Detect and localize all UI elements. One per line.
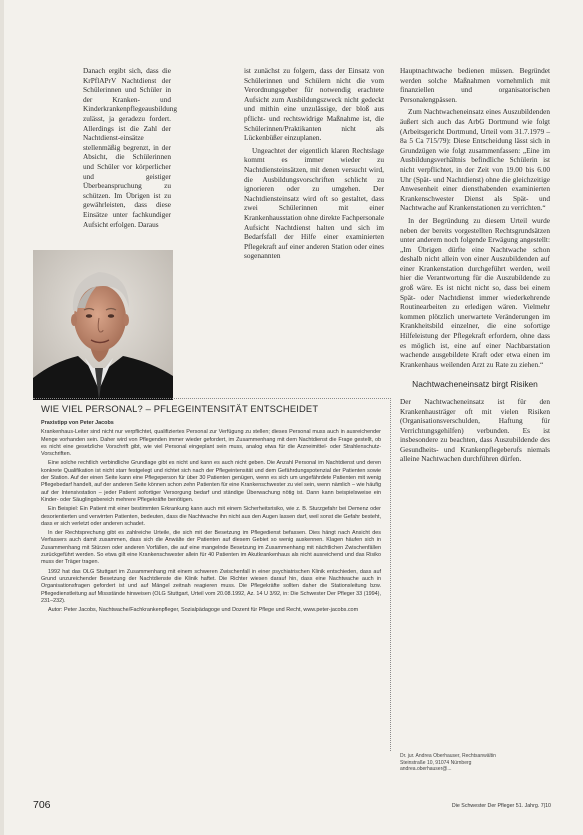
author-address: Steinstraße 10, 91074 Nürnberg xyxy=(400,759,472,766)
author-info xyxy=(400,753,550,773)
article-column-1 xyxy=(83,66,178,232)
portrait-image xyxy=(33,250,173,400)
journal-footer: Die Schwester Der Pfleger 51. Jahrg. 7|10 xyxy=(451,803,551,809)
box-title: WIE VIEL PERSONAL? – PFLEGEINTENSITÄT ENTSCHEIDET xyxy=(41,403,319,414)
box-paragraph: 1992 hat das OLG Stuttgart im Zusammenhang mit einem schweren Zwischenfall in einer psychiatrischen Klinik entschieden, dass auf Grund unzureichender Besetzung der Nachtdienste die Klinik haftet. Die Richter wiesen darauf hin, dass eine Nachtwache auch in Organisationsfragen gefordert ist und auf Mängel zeitnah reagieren muss. Die Pflegekräfte sollten daher die Stationsleitung bzw. Pflegedienstleitung auf Missstände hinweisen (OLG Stuttgart, Urteil vom 20.08.1992, Az. 14 U 3/92, in: Die Schwester Der Pfleger 33 (1994), 231–232). xyxy=(41,568,381,604)
box-paragraph: Eine solche rechtlich verbindliche Grundlage gibt es nicht und kann es auch nicht geben. Die Anzahl Personal im Nachtdienst und deren konkrete Qualifikation ist nicht starr festgelegt und richtet sich nach der Pflegeintensität und dem Gefährdungspotenzial der Patienten sowie der Station. Auf der einen Seite kann eine Pflegeperson für über 30 Patienten genügen, wenn es sich um ungefährdete Patienten mit wenig Pflegebedarf handelt, auf der anderen Seite können schon zehn Patienten für eine Krankenschwester zu viel sein, wenn nämlich – wie häufig auf der Intensivstation – jeder Patient sofortiger Versorgung bedarf und ständige Überwachung nötig ist. Dann kann beispielsweise ein Kinder- oder Säuglingsbereich mehrere Pflegekräfte benötigen. xyxy=(41,460,381,503)
article-paragraph: In der Begründung zu diesem Urteil wurde neben der bereits vorgestellten Rechtsgrundsätzen unter anderem noch folgende Erwägung angestellt: „Im Übrigen dürfte eine Nachtwache schon deshalb nicht allein von einer Auszubildenden auf einer Krankenstation durchgeführt werden, weil hier die Verantwortung für die Auszubildende zu groß wäre. Es ist nicht nicht so, dass bei einem Spät- oder Nachtdienst immer wiederkehrende Routinearbeiten zu erledigen wären. Vielmehr kommen plötzlich unerwartete Veränderungen im Krankheitsbild einzelner, die eine sofortige Hilfeleistung der Pflegekraft erfordern, ohne dass es möglich ist, eine auf einer Nachbarstation wachende ausgebildete Kraft oder etwa einen im Krankenhaus weilenden Arzt zu Rate zu ziehen.“ xyxy=(400,215,550,369)
box-paragraph: Krankenhaus-Leiter sind nicht nur verpflichtet, qualifiziertes Personal zur Verfügung zu stellen; dieses Personal muss auch in ausreichender Menge vorhanden sein. Daher wird von Pflegenden immer wieder gefordert, im Zusammenhang mit dem Nachtdienst die Frage gestellt, ob es nicht eine gesetzliche Vorschrift gibt, wie viel Personal eingeplant sein muss, analog etwa für die Arzneimittel- oder Strahlenschutz-Vorschriften. xyxy=(41,429,381,458)
article-paragraph: Hauptnachtwache bedienen müssen. Begründet werden solche Maßnahmen vornehmlich mit finanziellen und organisatorischen Personalengpässen. xyxy=(400,66,550,104)
info-box xyxy=(33,398,391,751)
author-email: andrea.oberhauser@... xyxy=(400,766,452,773)
article-paragraph: Zum Nachtwacheneinsatz eines Auszubildenden äußert sich auch das ArbG Dortmund wie folgt (Arbeitsgericht Dortmund, Urteil vom 31.7.1979 – 8a 5 Ca 715/79): Diese Entscheidung lässt sich in Grundzügen wie folgt zusammenfassen: „Eine im Ausbildungsverhältnis befindliche Schülerin ist nicht verpflichtet, in der Zeit von 19.00 bis 6.00 Uhr (Spät- und Nachtdienst) ohne die gleichzeitige Anwesenheit einer diensthabenden examinierten Krankenschwester Dienst als Spät- und Nachtwache auf Krankenstationen zu verrichten.“ xyxy=(400,107,550,213)
article-column-2 xyxy=(244,66,384,264)
box-body xyxy=(41,420,381,616)
page-number: 706 xyxy=(33,799,51,811)
box-byline: Praxistipp von Peter Jacobs xyxy=(41,420,114,426)
article-paragraph: Danach ergibt sich, dass die KrPflAPrV Nachtdienst der Schülerinnen und Schüler in der Kranken- und Kinderkrankenpflegeausbildung zulässt, ja geradezu fordert. Allerdings ist die Zahl der Nachtdienst-einsätze stellenmäßig begrenzt, in der Absicht, die Schülerinnen und Schüler vor körperlicher und geistiger Überbeanspruchung zu schützen. Im Übrigen ist zu gewährleisten, dass diese Einsätze unter fachkundiger Aufsicht erfolgen. Daraus xyxy=(83,66,178,229)
box-paragraph: In der Rechtsprechung gibt es zahlreiche Urteile, die sich mit der Besetzung im Pflegedienst befassen. Dies hängt nach Ansicht des Verfassers auch damit zusammen, dass sich die Anwälte der Patienten auf diesem Gebiet so wenig auskennen. Klagen häufen sich in Zusammenhang mit Stürzen oder anderen Vorfällen, die auf eine mangelnde Besetzung im Zusammenhang mit nächtlichen Zwischenfällen zurückgeführt werden. So etwa gilt eine Krankenschwester allein für 40 Patienten im Akutkrankenhaus als nicht ausreichend und das Risiko muss der Träger tragen. xyxy=(41,530,381,566)
box-author-note: Autor: Peter Jacobs, Nachtwache/Fachkrankenpfleger, Sozialpädagoge und Dozent für Pflege und Recht, www.peter-jacobs.com xyxy=(48,607,359,614)
section-subheading: Nachtwacheneinsatz birgt Risiken xyxy=(412,379,538,390)
page-gutter xyxy=(0,0,4,835)
article-paragraph: Ungeachtet der eigentlich klaren Rechtslage kommt es immer wieder zu Nachtdiensteinsätzen, mit denen versucht wird, die Ausbildungsvorschriften schlicht zu ignorieren oder zu umgehen. Der Nachtdiensteinsatz wird oft so gestaltet, dass zwei Schülerinnen mit einer Krankenhausstation ohne direkte Fachpersonale Aufsicht Nachtdienst halten und sich im Bedarfsfall der Hilfe einer examinierten Pflegekraft auf einer anderen Station oder eines sogenannten xyxy=(244,145,385,261)
article-paragraph: Der Nachtwacheneinsatz ist für den Krankenhausträger oft mit vielen Risiken (Organisationsverschulden, Haftung für Verrichtungsgehilfen) verbunden. Es ist insbesondere zu beachten, dass Auszubildende des Gesundheits- und Krankenpflegeberufs niemals alleine Nachtwachen durchführen dürfen. xyxy=(400,396,550,464)
author-photo xyxy=(33,250,173,400)
author-name: Dr. jur. Andrea Oberhauser, Rechtsanwältin xyxy=(400,753,496,759)
article-paragraph: ist zunächst zu folgern, dass der Einsatz von Schülerinnen und Schülern nicht die vom Verordnungsgeber für notwendig erachtete Aufsicht zum Ausbildungszweck nicht gedeckt und mithin eine unzulässige, der bloß aus pflicht- und rechtswidrige Maßnahme ist, die Schülerinnen/Praktikanten nicht als Lückenbüßer einzuplanen. xyxy=(244,66,384,143)
box-paragraph: Ein Beispiel: Ein Patient mit einer bestimmten Erkrankung kann auch mit einem Sicherheitsrisiko, wie z. B. Sturzgefahr bei Demenz oder desorientierten und verwirrten Patienten, bedeuten, dass die Nachtwache ihn nicht aus den Augen lassen darf, weil sonst die Gefahr besteht, dass er sich verletzt oder anderen schadet. xyxy=(41,506,381,527)
article-column-3 xyxy=(400,66,550,467)
